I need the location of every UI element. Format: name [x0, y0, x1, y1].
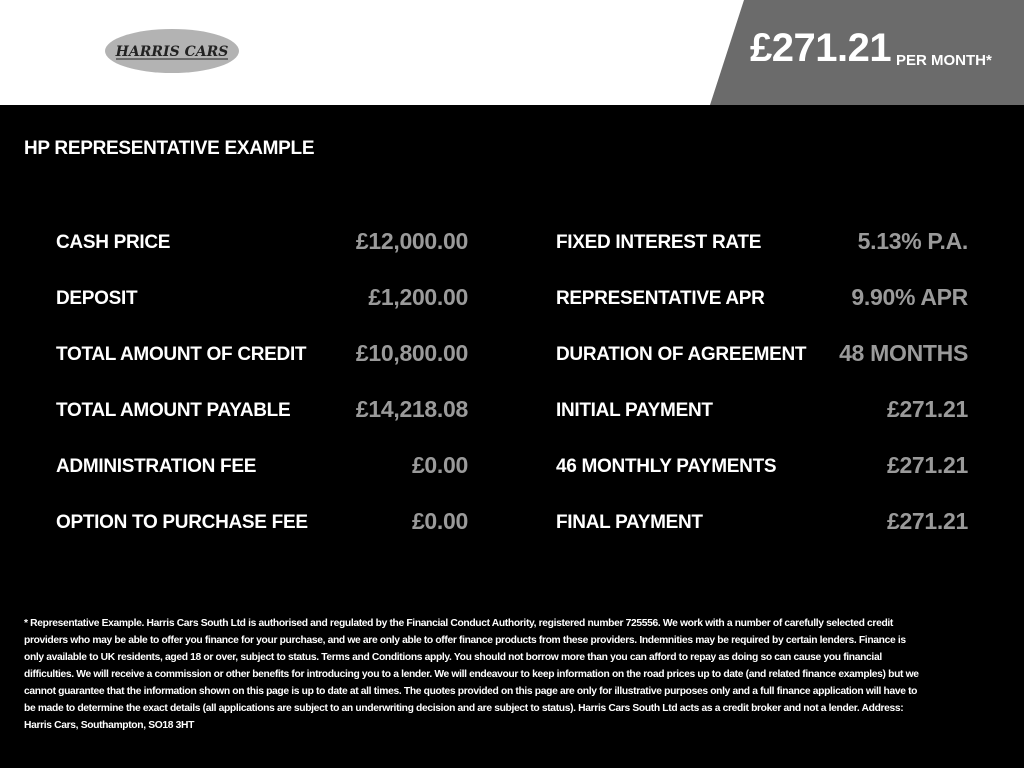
finance-disclaimer: * Representative Example. Harris Cars South Ltd is authorised and regulated by the Financial Conduct Authority, registered number 725556. We work with a number of carefully selected credit providers who may be able to offer you finance for your purchase, and we are only able to offer finance products from these providers. Indemnities may be required by certain lenders. Finance is only available to UK residents, aged 18 or over, subject to status. Terms and Conditions apply. You should not borrow more than you can afford to repay as doing so can cause you financial difficulties. We will receive a commission or other benefits for introducing you to a lender. We will endeavour to keep information on the road prices up to date (and related finance examples) but we cannot guarantee that the information shown on this page is up to date at all times. The quotes provided on this page are only for illustrative purposes only and a full finance application will have to be made to determine the exact details (all applications are subject to an underwriting decision and are subject to status). Harris Cars South Ltd acts as a credit broker and not a lender. Address: Harris Cars, Southampton, SO18 3HT	[24, 618, 919, 731]
row-label: 46 MONTHLY PAYMENTS	[556, 456, 777, 477]
finance-row-duration	[556, 340, 968, 396]
row-label: ADMINISTRATION FEE	[56, 456, 257, 477]
row-label: DURATION OF AGREEMENT	[556, 344, 807, 365]
row-label: TOTAL AMOUNT OF CREDIT	[56, 344, 307, 365]
row-label: CASH PRICE	[56, 232, 171, 253]
row-label: REPRESENTATIVE APR	[556, 288, 765, 309]
finance-row-total-credit	[56, 340, 468, 396]
monthly-price: £271.21	[750, 26, 892, 70]
finance-row-admin-fee	[56, 452, 468, 508]
row-value: £1,200.00	[368, 284, 468, 310]
row-value: 48 MONTHS	[839, 340, 968, 366]
finance-row-cash-price	[56, 228, 468, 284]
row-value: £12,000.00	[355, 228, 468, 254]
finance-row-deposit	[56, 284, 468, 340]
row-value: £14,218.08	[355, 396, 468, 422]
finance-row-initial-payment	[556, 396, 968, 452]
left-finance-column	[56, 228, 468, 564]
logo-text: HARRIS CARS	[115, 44, 229, 60]
finance-row-monthly-payments	[556, 452, 968, 508]
row-value: £271.21	[886, 452, 968, 478]
row-label: TOTAL AMOUNT PAYABLE	[56, 400, 291, 421]
row-label: OPTION TO PURCHASE FEE	[56, 512, 308, 533]
per-month-label: PER MONTH*	[896, 52, 992, 69]
row-value: £271.21	[886, 508, 968, 534]
row-value: £0.00	[411, 452, 468, 478]
finance-row-apr	[556, 284, 968, 340]
row-label: FINAL PAYMENT	[556, 512, 703, 533]
section-title: HP REPRESENTATIVE EXAMPLE	[24, 138, 315, 159]
row-value: £0.00	[411, 508, 468, 534]
right-finance-column	[556, 228, 968, 564]
finance-row-final-payment	[556, 508, 968, 564]
row-label: FIXED INTEREST RATE	[556, 232, 762, 253]
logo-wordmark	[110, 39, 234, 63]
finance-row-total-payable	[56, 396, 468, 452]
row-label: INITIAL PAYMENT	[556, 400, 713, 421]
finance-row-interest-rate	[556, 228, 968, 284]
finance-row-option-fee	[56, 508, 468, 564]
row-value: 5.13% P.A.	[857, 228, 968, 254]
row-value: £10,800.00	[355, 340, 468, 366]
row-value: £271.21	[886, 396, 968, 422]
row-value: 9.90% APR	[851, 284, 968, 310]
row-label: DEPOSIT	[56, 288, 138, 309]
harris-cars-logo	[105, 29, 239, 73]
